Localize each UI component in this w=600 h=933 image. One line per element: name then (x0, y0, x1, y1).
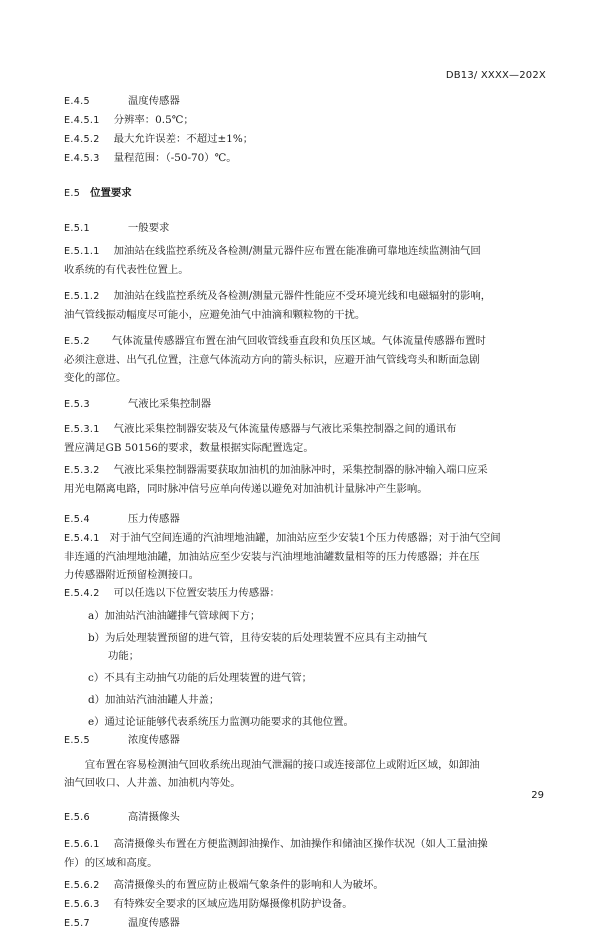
section-e4-5 (64, 92, 544, 111)
section-e5-2 (64, 332, 544, 351)
clause-e4-5-2 (64, 130, 544, 149)
section-title: 浓度传感器 (127, 734, 180, 746)
clause-text: 有特殊安全要求的区域应选用防爆摄像机防护设备。 (113, 898, 353, 910)
clause-text-line2: 置应满足GB 50156的要求，数量根据实际配置选定。 (64, 442, 314, 454)
section-number: E.5.7 (64, 918, 90, 929)
page-content (64, 92, 544, 933)
paragraph-e5-5-line2: 油气回收口、人井盖、加油机内等处。 (64, 777, 241, 789)
section-e5-2-cont1 (64, 351, 544, 369)
clause-e5-3-2-cont (64, 480, 544, 498)
paragraph-e5-5-line1: 宜布置在容易检测油气回收系统出现油气泄漏的接口或连接部位上或附近区域，如卸油 (84, 759, 480, 771)
clause-e5-6-1-cont (64, 854, 544, 872)
clause-number: E.5.4.2 (64, 588, 100, 599)
clause-text-line1: 气液比采集控制器需要获取加油机的加油脉冲时，采集控制器的脉冲输入端口应采 (113, 464, 488, 476)
clause-text-line2: 油气管线振动幅度尽可能小，应避免油气中油滴和颗粒物的干扰。 (64, 309, 366, 321)
chapter-title: 位置要求 (90, 187, 132, 199)
list-item-b-cont (64, 647, 544, 665)
list-item-a: a）加油站汽油油罐排气管球阀下方； (88, 610, 261, 622)
clause-number: E.5.3.1 (64, 424, 100, 435)
clause-text-line2: 用光电隔离电路，同时脉冲信号应单向传递以避免对加油机计量脉冲产生影响。 (64, 483, 428, 495)
section-title: 气液比采集控制器 (127, 398, 211, 410)
clause-text: 分辨率：0.5℃； (113, 114, 194, 126)
section-e5-2-cont2 (64, 369, 544, 387)
section-number: E.5.4 (64, 514, 90, 525)
section-number: E.5.3 (64, 399, 90, 410)
clause-number: E.5.1.2 (64, 291, 100, 302)
clause-text-line2: 收系统的有代表性位置上。 (64, 264, 189, 276)
clause-e5-1-1-cont (64, 261, 544, 279)
clause-number: E.5.6.2 (64, 880, 100, 891)
clause-number: E.4.5.1 (64, 115, 100, 126)
clause-number: E.5.4.1 (64, 533, 100, 544)
chapter-number: E.5 (64, 188, 81, 199)
section-text-line1: 气体流量传感器宜布置在油气回收管线垂直段和负压区域。气体流量传感器布置时 (111, 335, 486, 347)
section-number: E.5.1 (64, 223, 90, 234)
clause-number: E.5.3.2 (64, 465, 100, 476)
section-text-line2: 必须注意进、出气孔位置，注意气体流动方向的箭头标识，应避开油气管线弯头和断面急剧 (64, 354, 480, 366)
section-e5-1 (64, 219, 544, 238)
section-number: E.5.2 (64, 336, 90, 347)
list-item-b: b）为后处理装置预留的进气管，且待安装的后处理装置不应具有主动抽气 (88, 632, 428, 644)
section-text-line3: 变化的部位。 (64, 372, 127, 384)
clause-text: 可以任选以下位置安装压力传感器： (113, 587, 280, 599)
section-title: 一般要求 (127, 222, 170, 234)
list-item-d: d）加油站汽油油罐人井盖； (88, 694, 220, 706)
section-e5-6 (64, 808, 544, 827)
section-e5-5 (64, 731, 544, 750)
document-code: DB13/ XXXX—202X (445, 70, 546, 81)
clause-text-line1: 加油站在线监控系统及各检测/测量元器件应布置在能准确可靠地连续监测油气回 (113, 245, 481, 257)
clause-text: 高清摄像头的布置应防止极端气象条件的影响和人为破坏。 (113, 879, 384, 891)
clause-text-line2: 非连通的汽油埋地油罐，加油站应至少安装与汽油埋地油罐数量相等的压力传感器；并在压 (64, 551, 480, 563)
section-title: 温度传感器 (127, 917, 180, 929)
clause-text-line3: 力传感器附近预留检测接口。 (64, 569, 200, 581)
clause-number: E.5.1.1 (64, 246, 100, 257)
section-e5-3 (64, 395, 544, 414)
clause-e5-4-2 (64, 584, 544, 603)
chapter-e5 (64, 184, 544, 203)
clause-text-line1: 气液比采集控制器安装及气体流量传感器与气液比采集控制器之间的通讯布 (113, 423, 457, 435)
clause-text-line2: 作）的区域和高度。 (64, 857, 158, 869)
clause-e5-4-1-cont2 (64, 566, 544, 584)
clause-e5-4-1-cont1 (64, 548, 544, 566)
list-item-b-line2: 功能； (108, 650, 140, 662)
clause-e5-1-2 (64, 287, 544, 306)
clause-e5-3-1-cont (64, 439, 544, 457)
clause-e5-1-2-cont (64, 306, 544, 324)
section-number: E.5.6 (64, 812, 90, 823)
clause-text: 量程范围：（-50-70）℃。 (113, 152, 237, 164)
section-title: 温度传感器 (127, 95, 180, 107)
list-item-c: c）不具有主动抽气功能的后处理装置的进气管； (88, 672, 313, 684)
section-e5-4 (64, 510, 544, 529)
clause-e5-4-1 (64, 529, 544, 548)
list-item-e: e）通过论证能够代表系统压力监测功能要求的其他位置。 (88, 716, 354, 728)
clause-text: 最大允许误差：不超过±1%； (113, 133, 254, 145)
clause-number: E.5.6.1 (64, 839, 100, 850)
section-title: 压力传感器 (127, 513, 180, 525)
clause-text-line1: 对于油气空间连通的汽油埋地油罐，加油站应至少安装1个压力传感器；对于油气空间 (109, 532, 501, 544)
clause-e5-6-3 (64, 895, 544, 914)
clause-text-line1: 高清摄像头布置在方便监测卸油操作、加油操作和储油区操作状况（如人工量油操 (113, 838, 488, 850)
section-number: E.4.5 (64, 96, 90, 107)
clause-e5-3-2 (64, 461, 544, 480)
clause-e5-6-1 (64, 835, 544, 854)
section-e5-7 (64, 914, 544, 933)
clause-number: E.5.6.3 (64, 899, 100, 910)
clause-e5-6-2 (64, 876, 544, 895)
section-title: 高清摄像头 (127, 811, 180, 823)
clause-e5-3-1 (64, 420, 544, 439)
clause-number: E.4.5.2 (64, 134, 100, 145)
clause-number: E.4.5.3 (64, 153, 100, 164)
clause-text-line1: 加油站在线监控系统及各检测/测量元器件性能应不受环境光线和电磁辐射的影响， (113, 290, 492, 302)
page-number: 29 (531, 790, 544, 801)
clause-e5-1-1 (64, 242, 544, 261)
clause-e4-5-3 (64, 149, 544, 168)
clause-e4-5-1 (64, 111, 544, 130)
section-number: E.5.5 (64, 735, 90, 746)
